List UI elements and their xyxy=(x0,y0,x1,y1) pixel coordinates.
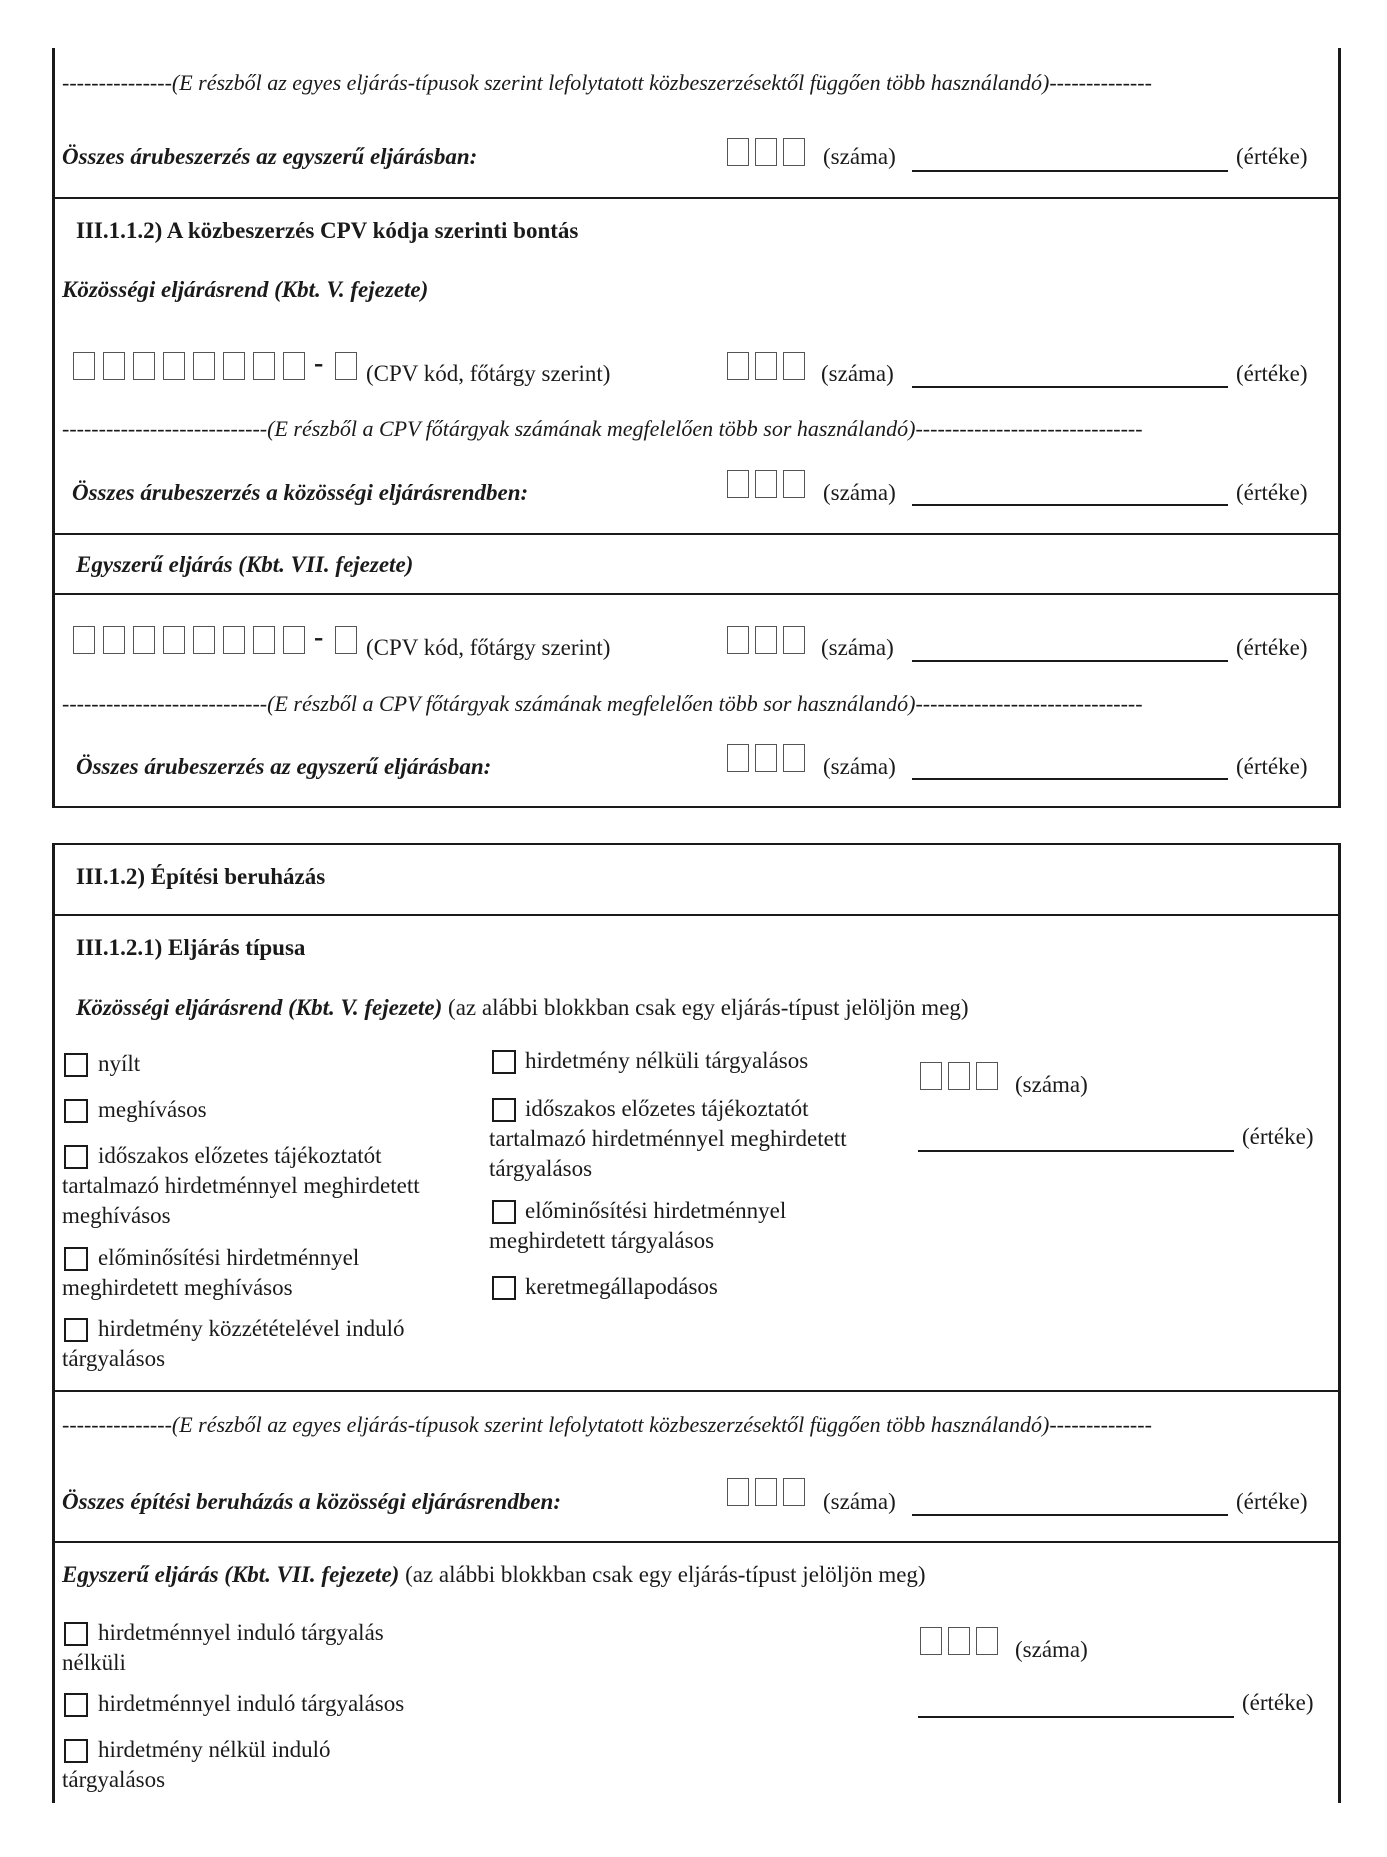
procedure-option-label: tárgyalásos xyxy=(62,1346,166,1371)
section-divider xyxy=(52,197,1341,199)
procedure-option-label: hirdetménnyel induló tárgyalásos xyxy=(98,1691,405,1716)
number-digit-box[interactable] xyxy=(727,470,749,498)
cpv-digit-box[interactable] xyxy=(103,626,125,654)
procedure-option-label: nélküli xyxy=(62,1650,126,1675)
number-digit-box[interactable] xyxy=(783,470,805,498)
cpv-digit-box[interactable] xyxy=(133,352,155,380)
community-procedure-note: (az alábbi blokkban csak egy eljárás-típust jelöljön meg) xyxy=(448,995,969,1020)
value-label: (értéke) xyxy=(1236,1489,1308,1514)
cpv-rows-note: ----------------------------(E részből a CPV főtárgyak számának megfelelően több sor használandó)------------------------------- xyxy=(62,691,1143,716)
cpv-digit-box[interactable] xyxy=(223,352,245,380)
procedure-option-label: időszakos előzetes tájékoztatót xyxy=(525,1096,809,1121)
frame-left-border-bottom xyxy=(52,843,55,1803)
procedure-option-label: hirdetmény közzétételével induló xyxy=(98,1316,405,1341)
cpv-digit-box[interactable] xyxy=(163,352,185,380)
procedure-checkbox[interactable] xyxy=(492,1050,516,1074)
number-digit-box[interactable] xyxy=(920,1627,942,1655)
procedure-checkbox[interactable] xyxy=(492,1200,516,1224)
value-label: (értéke) xyxy=(1236,635,1308,660)
value-field[interactable] xyxy=(912,170,1228,172)
cpv-section-heading: III.1.1.2) A közbeszerzés CPV kódja szerinti bontás xyxy=(76,218,579,243)
number-digit-box[interactable] xyxy=(783,626,805,654)
procedure-option-label: meghívásos xyxy=(62,1203,171,1228)
procedure-checkbox[interactable] xyxy=(64,1053,88,1077)
total-community-label: Összes árubeszerzés a közösségi eljárásrendben: xyxy=(72,480,529,505)
procedure-option-label: meghirdetett tárgyalásos xyxy=(489,1228,715,1253)
procedure-checkbox[interactable] xyxy=(492,1098,516,1122)
value-field[interactable] xyxy=(918,1150,1234,1152)
total-simple-label: Összes árubeszerzés az egyszerű eljárásban: xyxy=(76,754,492,779)
cpv-digit-box[interactable] xyxy=(193,626,215,654)
total-community-label: Összes építési beruházás a közösségi eljárásrendben: xyxy=(62,1489,562,1514)
number-digit-box[interactable] xyxy=(727,138,749,166)
cpv-digit-box[interactable] xyxy=(193,352,215,380)
number-digit-box[interactable] xyxy=(976,1062,998,1090)
total-simple-label: Összes árubeszerzés az egyszerű eljárásban: xyxy=(62,144,478,169)
procedures-note: ---------------(E részből az egyes eljárás-típusok szerint lefolytatott közbeszerzésektől függően több használandó)-------------- xyxy=(62,70,1152,95)
number-digit-box[interactable] xyxy=(727,626,749,654)
value-label: (értéke) xyxy=(1236,754,1308,779)
value-label: (értéke) xyxy=(1236,144,1308,169)
number-label: (száma) xyxy=(821,635,894,660)
number-label: (száma) xyxy=(823,144,896,169)
procedure-option-label: hirdetménnyel induló tárgyalás xyxy=(98,1620,384,1645)
value-label: (értéke) xyxy=(1242,1124,1314,1149)
value-field[interactable] xyxy=(912,778,1228,780)
number-digit-box[interactable] xyxy=(727,744,749,772)
community-procedure-heading: Közösségi eljárásrend (Kbt. V. fejezete) xyxy=(76,995,443,1020)
procedure-option-label: nyílt xyxy=(98,1051,141,1076)
number-digit-box[interactable] xyxy=(755,138,777,166)
cpv-digit-box[interactable] xyxy=(133,626,155,654)
cpv-digit-box[interactable] xyxy=(163,626,185,654)
procedure-checkbox[interactable] xyxy=(64,1247,88,1271)
procedure-option-label: keretmegállapodásos xyxy=(525,1274,718,1299)
number-label: (száma) xyxy=(823,754,896,779)
number-digit-box[interactable] xyxy=(920,1062,942,1090)
number-digit-box[interactable] xyxy=(727,352,749,380)
cpv-dash: - xyxy=(314,348,324,379)
procedure-checkbox[interactable] xyxy=(64,1622,88,1646)
simple-procedure-heading: Egyszerű eljárás (Kbt. VII. fejezete) xyxy=(62,1562,400,1587)
section-divider xyxy=(52,593,1341,595)
procedure-option-label: hirdetmény nélküli tárgyalásos xyxy=(525,1048,809,1073)
number-digit-box[interactable] xyxy=(755,352,777,380)
cpv-check-digit-box[interactable] xyxy=(335,352,357,380)
procedure-option-label: előminősítési hirdetménnyel xyxy=(98,1245,360,1270)
procedure-option-label: előminősítési hirdetménnyel xyxy=(525,1198,787,1223)
number-digit-box[interactable] xyxy=(783,138,805,166)
community-procedure-line xyxy=(76,995,969,1021)
cpv-digit-box[interactable] xyxy=(73,626,95,654)
procedure-option-label: időszakos előzetes tájékoztatót xyxy=(98,1143,382,1168)
number-digit-box[interactable] xyxy=(976,1627,998,1655)
value-field[interactable] xyxy=(912,1514,1228,1516)
cpv-digit-box[interactable] xyxy=(223,626,245,654)
procedure-checkbox[interactable] xyxy=(64,1693,88,1717)
number-digit-box[interactable] xyxy=(755,1478,777,1506)
number-digit-box[interactable] xyxy=(755,626,777,654)
frame-bottom-border-top xyxy=(52,806,1341,808)
number-digit-box[interactable] xyxy=(948,1062,970,1090)
number-digit-box[interactable] xyxy=(783,744,805,772)
value-field[interactable] xyxy=(912,504,1228,506)
frame-top-border-bottom xyxy=(52,843,1341,845)
cpv-rows-note: ----------------------------(E részből a CPV főtárgyak számának megfelelően több sor használandó)------------------------------- xyxy=(62,416,1143,441)
number-digit-box[interactable] xyxy=(755,470,777,498)
procedure-option-label: tárgyalásos xyxy=(62,1767,166,1792)
number-label: (száma) xyxy=(823,480,896,505)
procedures-note: ---------------(E részből az egyes eljárás-típusok szerint lefolytatott közbeszerzésektől függően több használandó)-------------- xyxy=(62,1412,1152,1437)
cpv-digit-box[interactable] xyxy=(253,626,275,654)
number-digit-box[interactable] xyxy=(783,1478,805,1506)
value-label: (értéke) xyxy=(1236,480,1308,505)
procedure-checkbox[interactable] xyxy=(64,1099,88,1123)
number-digit-box[interactable] xyxy=(727,1478,749,1506)
procedure-checkbox[interactable] xyxy=(64,1739,88,1763)
section-divider xyxy=(52,1541,1341,1543)
number-digit-box[interactable] xyxy=(783,352,805,380)
community-procedure-heading: Közösségi eljárásrend (Kbt. V. fejezete) xyxy=(62,277,429,302)
section-divider xyxy=(52,533,1341,535)
number-label: (száma) xyxy=(823,1489,896,1514)
value-field[interactable] xyxy=(912,386,1228,388)
cpv-dash: - xyxy=(314,622,324,653)
procedure-option-label: hirdetmény nélkül induló xyxy=(98,1737,331,1762)
simple-procedure-heading: Egyszerű eljárás (Kbt. VII. fejezete) xyxy=(76,552,414,577)
procedure-option-label: tárgyalásos xyxy=(489,1156,593,1181)
simple-procedure-note: (az alábbi blokkban csak egy eljárás-típust jelöljön meg) xyxy=(405,1562,926,1587)
cpv-digit-box[interactable] xyxy=(103,352,125,380)
value-label: (értéke) xyxy=(1242,1690,1314,1715)
value-label: (értéke) xyxy=(1236,361,1308,386)
cpv-digit-box[interactable] xyxy=(283,626,305,654)
construction-heading: III.1.2) Építési beruházás xyxy=(76,864,326,889)
cpv-digit-box[interactable] xyxy=(73,352,95,380)
value-field[interactable] xyxy=(918,1716,1234,1718)
procedure-option-label: meghívásos xyxy=(98,1097,207,1122)
number-label: (száma) xyxy=(1015,1072,1088,1097)
cpv-digit-box[interactable] xyxy=(283,352,305,380)
section-divider xyxy=(52,914,1341,916)
number-digit-box[interactable] xyxy=(948,1627,970,1655)
value-field[interactable] xyxy=(912,660,1228,662)
cpv-digit-box[interactable] xyxy=(253,352,275,380)
procedure-checkbox[interactable] xyxy=(492,1276,516,1300)
cpv-check-digit-box[interactable] xyxy=(335,626,357,654)
frame-right-border-bottom xyxy=(1338,843,1341,1803)
cpv-label: (CPV kód, főtárgy szerint) xyxy=(366,361,611,386)
number-label: (száma) xyxy=(1015,1637,1088,1662)
frame-right-border-top xyxy=(1338,48,1341,808)
procedure-checkbox[interactable] xyxy=(64,1145,88,1169)
procedure-option-label: tartalmazó hirdetménnyel meghirdetett xyxy=(62,1173,420,1198)
section-divider xyxy=(52,1390,1341,1392)
cpv-label: (CPV kód, főtárgy szerint) xyxy=(366,635,611,660)
procedure-option-label: tartalmazó hirdetménnyel meghirdetett xyxy=(489,1126,847,1151)
number-digit-box[interactable] xyxy=(755,744,777,772)
number-label: (száma) xyxy=(821,361,894,386)
procedure-checkbox[interactable] xyxy=(64,1318,88,1342)
frame-left-border-top xyxy=(52,48,55,808)
procedure-option-label: meghirdetett meghívásos xyxy=(62,1275,293,1300)
simple-procedure-line xyxy=(62,1562,926,1588)
procedure-type-heading: III.1.2.1) Eljárás típusa xyxy=(76,935,306,960)
